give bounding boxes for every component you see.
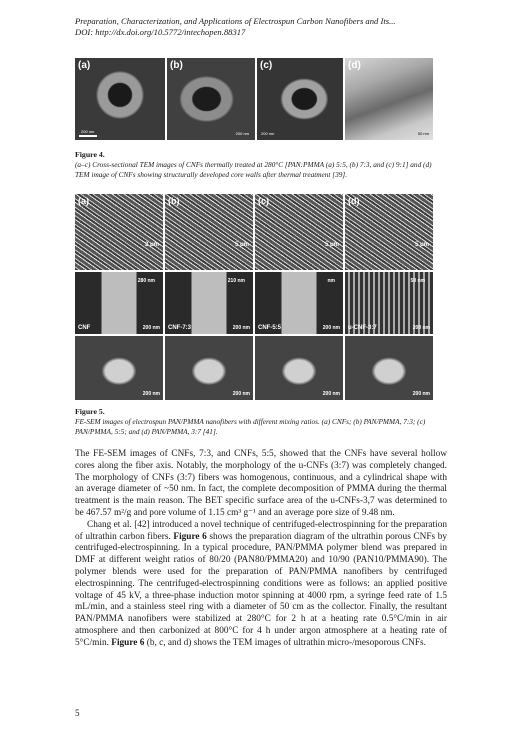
measure-text: 50 nm [410,278,425,284]
text-span: (b, c, and d) shows the TEM images of ultrathin micro-/mesoporous CNFs. [144,637,426,648]
scale-text: 200 nm [322,325,340,331]
figure-5-cell [345,272,433,334]
figure-6-ref[interactable]: Figure 6 [111,637,145,648]
header-doi: DOI: http://dx.doi.org/10.5772/intechopen.88317 [75,27,246,37]
panel-label: (a) [78,196,89,206]
panel-label: (c) [260,60,273,71]
figure-5-cell [255,272,343,334]
figure-5-cell [255,336,343,400]
scale-text: 200 nm [232,325,250,331]
scale-text: 200 nm [412,325,430,331]
sample-name: CNF-7:3 [168,325,192,331]
figure-6-ref[interactable]: Figure 6 [173,531,207,542]
figure-5-title: Figure 5. [75,407,105,416]
scale-text: 5 μm [324,242,339,248]
scale-text: 200 nm [235,131,249,136]
paragraph-2 [75,520,447,650]
panel-label: (d) [348,196,360,206]
text-span: shows the preparation diagram of the ultrathin porous CNFs by centrifuged-electrospinning. In a typical procedure, PAN/PMMA polymer blend was prepared in DMF at different weight ratios of 80/20 (PAN80/PMMA20) and 10/90 (PAN10/PMMA90). The polymer blends were used for the preparation of PAN/PMMA nanofibers by centrifuged electrospinning. The centrifuged-electrospinning conditions were as follows: an applied positive voltage of 45 kV, a three-phase induction motor spinning at 4000 rpm, a syringe feed rate of 1.5 mL/min, and a stainless steel ring with a diameter of 50 cm as the collector. Finally, the resultant PAN/PMMA nanofibers were stabilized at 280°C for 2 h at a heating rate 0.5°C/min in air atmosphere and then carbonized at 800°C for 4 h under argon atmosphere at a heating rate of 5°C/min. [75,531,447,648]
figure-5-cell [165,272,253,334]
scale-text: 50 nm [417,131,429,136]
scale-text: 200 nm [322,391,340,397]
running-header [75,16,455,38]
sample-name: CNF [78,325,91,331]
figure-4-panel-c [257,58,343,140]
figure-5-cell [255,194,343,270]
sample-name: u-CNF-3:7 [348,325,377,331]
header-title: Preparation, Characterization, and Applications of Electrospun Carbon Nanofibers and Its... [75,16,396,26]
panel-label: (d) [348,60,361,71]
figure-5-cell [165,194,253,270]
scale-bar [79,135,97,137]
figure-5-cell [345,336,433,400]
panel-label: (c) [258,196,269,206]
figure-5-caption: FE-SEM images of electrospun PAN/PMMA nanofibers with different mixing ratios. (a) CNFs; (b) PAN/PMMA, 7:3; (c) PAN/PMMA, 5:5; and (d) PAN/PMMA, 3:7 [41]. [75,417,426,436]
scale-text: 200 nm [232,391,250,397]
scale-text: 200 nm [81,129,95,134]
scale-text: 2 μm [144,242,159,248]
scale-text: 200 nm [261,131,275,136]
paragraph-1: The FE-SEM images of CNFs, 7:3, and CNFs, 5:5, showed that the CNFs have several hollow cores along the fiber axis. Notably, the morphology of the u-CNFs (3:7) was completely changed. The morphology of CNFs (3:7) fibers was homogenous, continuous, and a cylindrical shape with an average diameter of ~50 nm. In fact, the complete decomposition of PMMA during the thermal treatment is the main reason. The BET specific surface area of the u-CNFs-3,7 was determined to be 467.57 m²/g and pore volume of 1.15 cm³ g⁻¹ and an average pore size of 9.48 nm. [75,449,447,518]
sample-name: CNF-5:5 [258,325,282,331]
panel-label: (a) [78,60,91,71]
figure-4-title: Figure 4. [75,150,105,159]
scale-text: 200 nm [142,391,160,397]
scale-text: 200 nm [412,391,430,397]
figure-4-panel-a [75,58,165,140]
figure-4-panel-b [167,58,255,140]
measure-text: nm [327,278,335,284]
text-span: Chang et al. [42] introduced a novel technique of centrifuged-electrospinning for the preparation of ultrathin carbon fibers. [75,519,447,542]
figure-5-cell [345,194,433,270]
figure-5-cell [75,336,163,400]
figure-5-cell [165,336,253,400]
figure-5-cell [75,194,163,270]
panel-label: (b) [168,196,180,206]
panel-label: (b) [170,60,183,71]
scale-text: 5 μm [414,242,429,248]
page-number: 5 [75,708,80,718]
measure-text: 280 nm [137,278,155,284]
figure-5-cell [75,272,163,334]
scale-text: 200 nm [142,325,160,331]
scale-text: 5 μm [234,242,249,248]
measure-text: 210 nm [227,278,245,284]
figure-4-caption: (a–c) Cross-sectional TEM images of CNFs thermally treated at 280°C [PAN:PMMA (a) 5:5, (b) 7:3, and (c) 9:1] and (d) TEM image of CNFs showing structurally developed core walls after thermal treatment [39]. [75,160,432,179]
figure-4-panel-d [345,58,433,140]
body-text [75,449,447,650]
